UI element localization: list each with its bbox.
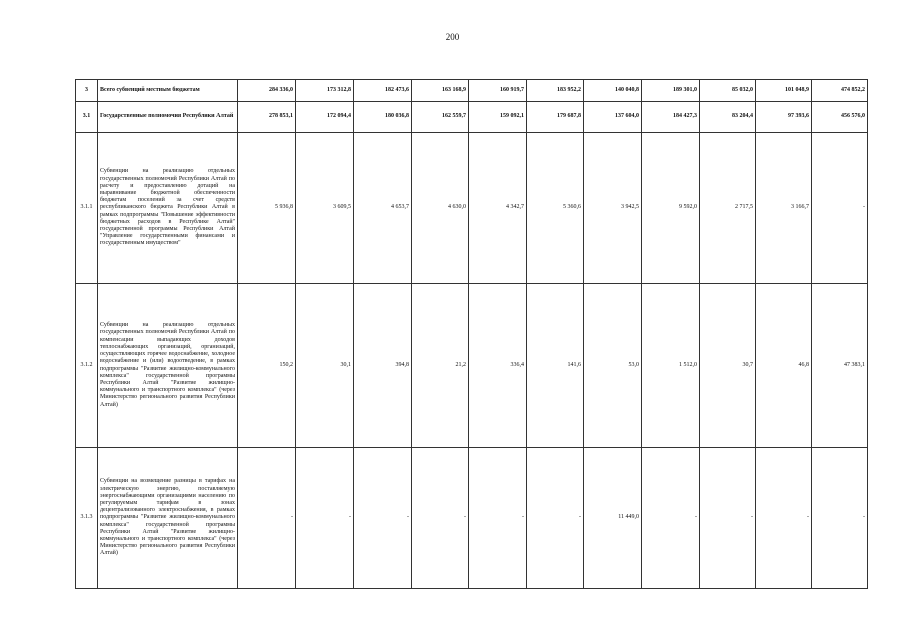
table-cell: 30,1 <box>296 284 354 448</box>
table-cell: 140 040,8 <box>584 80 642 102</box>
table-cell: 180 036,8 <box>354 102 412 133</box>
table-cell: 137 604,0 <box>584 102 642 133</box>
table-cell: 163 168,9 <box>412 80 469 102</box>
table-cell: 3 166,7 <box>756 133 812 284</box>
table-cell: 189 301,0 <box>642 80 700 102</box>
table-row <box>76 102 868 133</box>
table-row <box>76 448 868 589</box>
table-cell: - <box>642 448 700 589</box>
table-cell: - <box>527 448 584 589</box>
row-name: Всего субвенций местным бюджетам <box>98 80 238 102</box>
row-code: 3.1 <box>76 102 98 133</box>
table-cell: 173 312,8 <box>296 80 354 102</box>
table-cell: 184 427,3 <box>642 102 700 133</box>
table-cell: 336,4 <box>469 284 527 448</box>
table-cell: 21,2 <box>412 284 469 448</box>
table-cell: 394,8 <box>354 284 412 448</box>
table-cell: 53,0 <box>584 284 642 448</box>
table-cell: 3 942,5 <box>584 133 642 284</box>
table-cell: 182 473,6 <box>354 80 412 102</box>
table-cell: 83 204,4 <box>700 102 756 133</box>
table-cell: 141,6 <box>527 284 584 448</box>
table-cell: - <box>354 448 412 589</box>
table-cell: 474 852,2 <box>812 80 868 102</box>
table-cell: - <box>812 133 868 284</box>
table-cell: 9 592,0 <box>642 133 700 284</box>
table-row <box>76 133 868 284</box>
table-cell: - <box>700 448 756 589</box>
table-cell: 46,8 <box>756 284 812 448</box>
row-name: Субвенции на возмещение разницы в тарифах на электрическую энергию, поставляемую энергоснабжающими организациями населению по регулируемым тарифам в зонах децентрализованного электроснабжения, в рамках подпрограммы "Развитие жилищно-коммунального комплекса" государственной программы Республики Алтай "Развитие жилищно-коммунального и транспортного комплекса" (через Министерство регионального развития Республики Алтай) <box>98 448 238 589</box>
table-cell: 101 048,9 <box>756 80 812 102</box>
table-cell: 5 360,6 <box>527 133 584 284</box>
row-code: 3.1.2 <box>76 284 98 448</box>
table-cell: - <box>756 448 812 589</box>
table-cell: 11 449,0 <box>584 448 642 589</box>
table-cell: 4 630,0 <box>412 133 469 284</box>
row-code: 3.1.3 <box>76 448 98 589</box>
table-cell: 30,7 <box>700 284 756 448</box>
table-cell: - <box>296 448 354 589</box>
table-cell: 456 576,0 <box>812 102 868 133</box>
table-cell: 85 032,0 <box>700 80 756 102</box>
table-cell: 159 092,1 <box>469 102 527 133</box>
page-number: 200 <box>445 32 460 42</box>
table-cell: 4 342,7 <box>469 133 527 284</box>
table-cell: - <box>412 448 469 589</box>
row-name: Государственные полномочия Республики Алтай <box>98 102 238 133</box>
budget-table <box>75 79 868 589</box>
row-code: 3.1.1 <box>76 133 98 284</box>
row-code: 3 <box>76 80 98 102</box>
table-cell: 2 717,5 <box>700 133 756 284</box>
row-name: Субвенции на реализацию отдельных государственных полномочий Республики Алтай по компенсации выпадающих доходов теплоснабжающих организаций, организаций, осуществляющих горячее водоснабжение, холодное водоснабжение и (или) водоотведение, в рамках подпрограммы "Развитие жилищно-коммунального комплекса" государственной программы Республики Алтай "Развитие жилищно-коммунального и транспортного комплекса" (через Министерство регионального развития Республики Алтай) <box>98 284 238 448</box>
table-cell: 172 094,4 <box>296 102 354 133</box>
table-cell: 183 952,2 <box>527 80 584 102</box>
table-cell: 162 559,7 <box>412 102 469 133</box>
table-cell: - <box>469 448 527 589</box>
table-cell: 179 687,8 <box>527 102 584 133</box>
table-cell: 3 609,5 <box>296 133 354 284</box>
table-cell: 47 383,1 <box>812 284 868 448</box>
table-row <box>76 80 868 102</box>
table-cell: 1 512,0 <box>642 284 700 448</box>
table-cell: 150,2 <box>238 284 296 448</box>
table-cell: 97 393,6 <box>756 102 812 133</box>
table-row <box>76 284 868 448</box>
table-cell: 4 653,7 <box>354 133 412 284</box>
table-cell: 160 919,7 <box>469 80 527 102</box>
table-cell: 284 336,0 <box>238 80 296 102</box>
row-name: Субвенции на реализацию отдельных государственных полномочий Республики Алтай по расчету и предоставлению дотаций на выравнивание бюджетной обеспеченности бюджетам поселений за счет средств республиканского бюджета Республики Алтай в рамках подпрограммы "Повышение эффективности бюджетных расходов в Республике Алтай" государственной программы Республики Алтай "Управление государственными финансами и государственным имуществом" <box>98 133 238 284</box>
table-cell: - <box>812 448 868 589</box>
table-cell: - <box>238 448 296 589</box>
table-cell: 278 853,1 <box>238 102 296 133</box>
table-cell: 5 936,8 <box>238 133 296 284</box>
